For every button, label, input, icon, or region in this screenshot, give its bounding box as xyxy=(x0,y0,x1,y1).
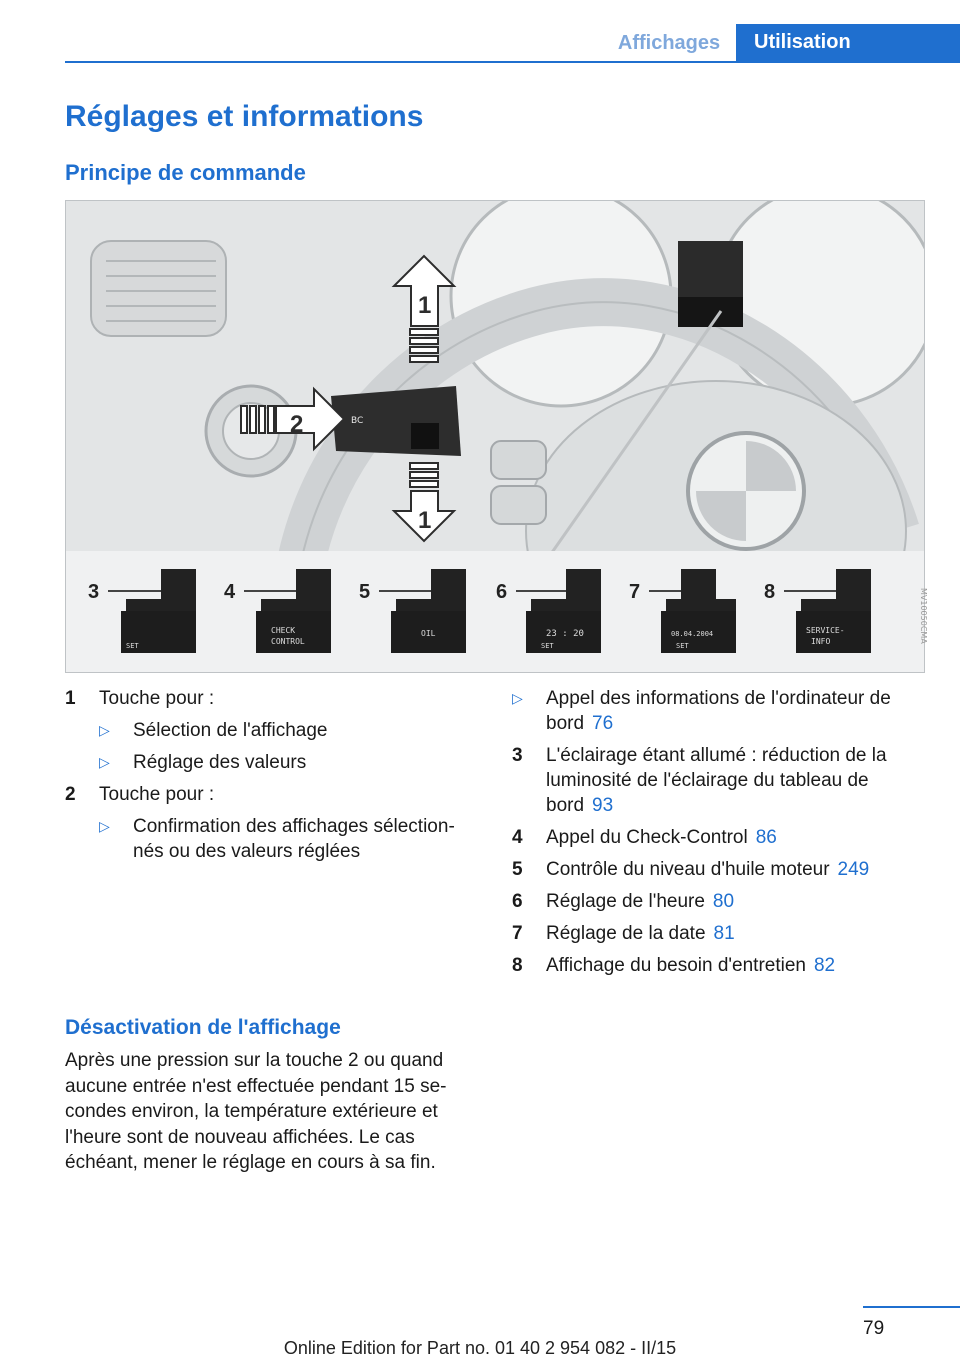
legend-item-8: 8 Affichage du besoin d'entretien 82 xyxy=(512,955,836,976)
page-ref-link[interactable]: 86 xyxy=(755,827,777,848)
svg-text:CONTROL: CONTROL xyxy=(271,637,305,646)
triangle-bullet-icon: ▷ xyxy=(99,818,110,834)
legend-sub-item: ▷ Confirmation des affichages sélection‐nés ou des valeurs réglées xyxy=(99,816,455,862)
page-ref-link[interactable]: 81 xyxy=(713,923,735,944)
dim-button-panel xyxy=(678,241,743,297)
legend-item-5: 5 Contrôle du niveau d'huile moteur 249 xyxy=(512,859,870,880)
svg-text:SET: SET xyxy=(541,642,554,650)
legend-item-1: 1 Touche pour : ▷ Sélection de l'affichage ▷ Réglage des valeurs xyxy=(65,686,475,775)
legend-sub-item: ▷ Réglage des valeurs xyxy=(99,752,307,773)
svg-text:6: 6 xyxy=(496,581,508,603)
svg-text:3: 3 xyxy=(88,581,100,603)
legend-item-6: 6 Réglage de l'heure 80 xyxy=(512,891,735,912)
triangle-bullet-icon: ▷ xyxy=(99,722,110,738)
page-ref-link[interactable]: 82 xyxy=(813,955,836,976)
legend-item-3: 3 L'éclairage étant allumé : réduction de la luminosité de l'éclairage du tableau de bord 93 xyxy=(512,745,887,816)
section-subtitle: Principe de commande xyxy=(65,160,306,185)
svg-text:8: 8 xyxy=(764,581,776,603)
page-ref-link[interactable]: 80 xyxy=(712,891,735,912)
section-heading-deactivation: Désactivation de l'affichage xyxy=(65,1016,341,1039)
legend-sub-item: ▷ Appel des informations de l'ordinateur de bord 76 xyxy=(512,688,891,734)
triangle-bullet-icon: ▷ xyxy=(512,690,523,706)
section-body-deactivation: Après une pression sur la touche 2 ou quand aucune entrée n'est effectuée pendant 15 se‐condes environ, la température extérieure et l'heure sont de nouveau affichées. Le cas échéant, mener le réglage en cours à sa fin. xyxy=(65,1050,447,1173)
svg-text:SET: SET xyxy=(126,642,139,650)
svg-text:5: 5 xyxy=(359,581,371,603)
footer-rule xyxy=(863,1306,960,1308)
legend-sub-item: ▷ Sélection de l'affichage xyxy=(99,720,328,741)
legend-item-7: 7 Réglage de la date 81 xyxy=(512,923,735,944)
triangle-bullet-icon: ▷ xyxy=(99,754,110,770)
svg-text:2: 2 xyxy=(290,411,304,438)
page-ref-link[interactable]: 93 xyxy=(592,795,614,816)
svg-text:SET: SET xyxy=(676,642,689,650)
legend-left-column xyxy=(65,686,475,871)
edition-footer: Online Edition for Part no. 01 40 2 954 082 - II/15 xyxy=(283,1338,677,1358)
svg-text:23 : 20: 23 : 20 xyxy=(546,629,584,639)
svg-text:7: 7 xyxy=(629,581,641,603)
control-illustration xyxy=(65,200,925,673)
svg-text:CHECK: CHECK xyxy=(271,626,296,635)
page-number: 79 xyxy=(863,1318,885,1339)
header-rule xyxy=(65,61,960,63)
page-ref-link[interactable]: 76 xyxy=(592,713,614,734)
page-ref-link[interactable]: 249 xyxy=(837,859,870,880)
legend-item-4: 4 Appel du Check-Control 86 xyxy=(512,827,777,848)
chapter-tab-utilisation[interactable]: Utilisation xyxy=(736,24,960,61)
svg-text:1: 1 xyxy=(418,292,432,319)
svg-text:4: 4 xyxy=(224,581,236,603)
section-tab-affichages[interactable]: Affichages xyxy=(617,32,721,54)
svg-text:08.04.2004: 08.04.2004 xyxy=(671,630,714,638)
svg-text:1: 1 xyxy=(418,507,432,534)
page-title: Réglages et informations xyxy=(65,100,424,133)
svg-text:OIL: OIL xyxy=(421,629,436,638)
figure-code: MV10050CMA xyxy=(919,588,928,644)
legend-item-2: 2 Touche pour : ▷ Confirmation des affichages sélection‐nés ou des valeurs réglées xyxy=(65,782,475,864)
svg-text:INFO: INFO xyxy=(811,637,831,646)
svg-text:BC: BC xyxy=(351,416,364,426)
legend-right-column xyxy=(512,686,932,985)
svg-text:SERVICE-: SERVICE- xyxy=(806,626,845,635)
